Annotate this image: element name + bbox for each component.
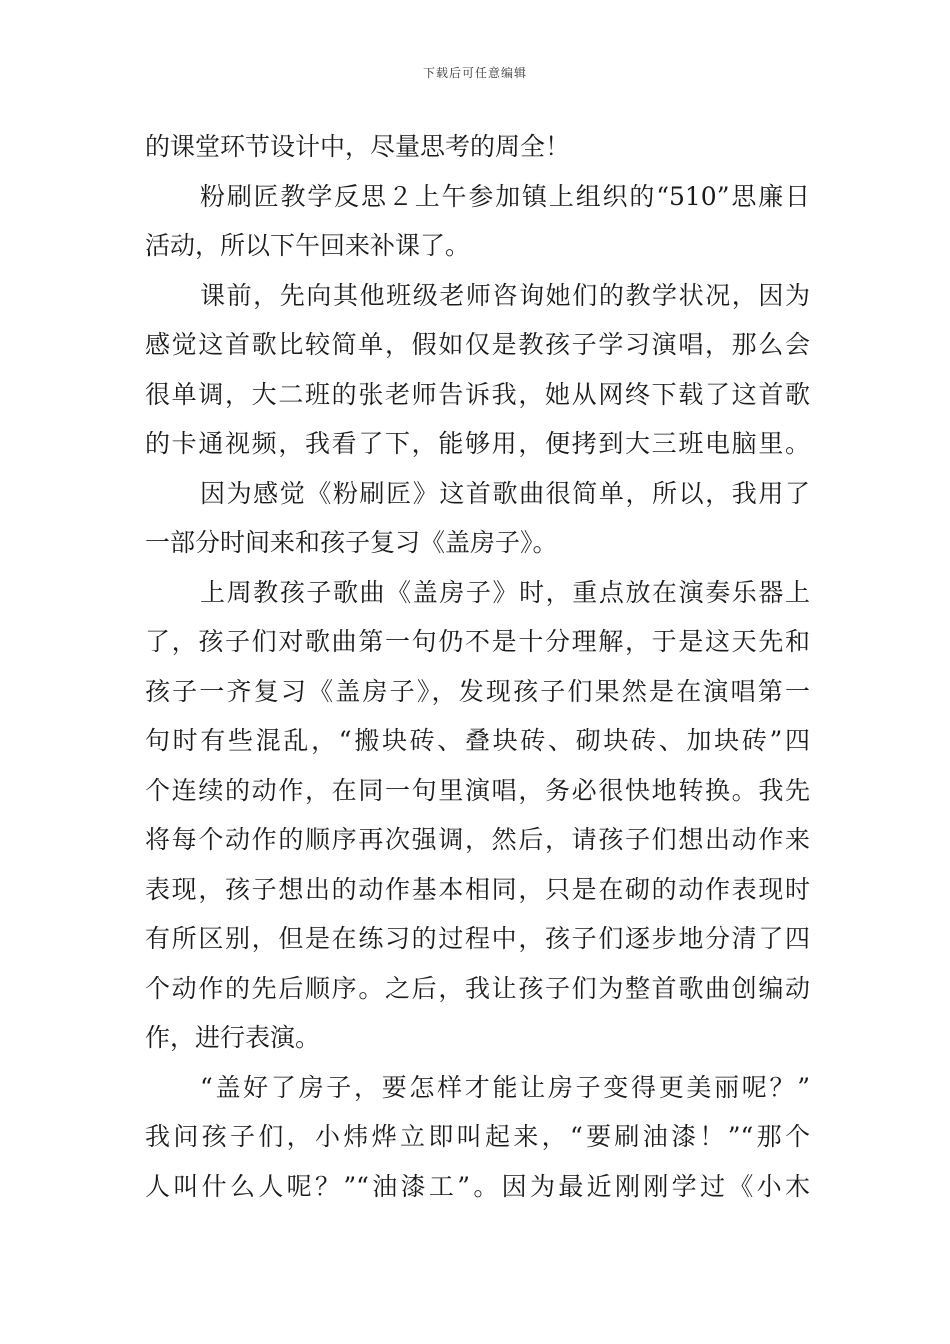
text-line: 活动，所以下午回来补课了。 bbox=[145, 231, 471, 260]
text-line: 句时有些混乱，“搬块砖、叠块砖、砌块砖、加块砖”四 bbox=[145, 726, 810, 755]
text-line: 因为感觉《粉刷匠》这首歌曲很简单，所以，我用了 bbox=[200, 478, 810, 508]
text-line: 个动作的先后顺序。之后，我让孩子们为整首歌曲创编动 bbox=[145, 973, 810, 1003]
text-line: 的卡通视频，我看了下，能够用，便拷到大三班电脑里。 bbox=[145, 429, 810, 458]
text-line: 我问孩子们，小炜烨立即叫起来，“要刷油漆！”“那个 bbox=[145, 1122, 810, 1151]
text-line: 表现，孩子想出的动作基本相同，只是在砌的动作表现时 bbox=[145, 874, 810, 904]
text-line: 感觉这首歌比较简单，假如仅是教孩子学习演唱，那么会 bbox=[145, 330, 810, 359]
text-line: 将每个动作的顺序再次强调，然后，请孩子们想出动作来 bbox=[145, 825, 810, 854]
text-line: 孩子一齐复习《盖房子》，发现孩子们果然是在演唱第一 bbox=[145, 676, 810, 706]
text-line: 有所区别，但是在练习的过程中，孩子们逐步地分清了四 bbox=[145, 924, 810, 953]
text-line: 上周教孩子歌曲《盖房子》时，重点放在演奏乐器上 bbox=[200, 577, 810, 607]
text-line: 课前，先向其他班级老师咨询她们的教学状况，因为 bbox=[200, 280, 810, 310]
text-line: “盖好了房子，要怎样才能让房子变得更美丽呢？” bbox=[200, 1072, 810, 1102]
text-line: 粉刷匠教学反思２上午参加镇上组织的“510”思廉日 bbox=[200, 181, 810, 211]
text-line: 人叫什么人呢？”“油漆工”。因为最近刚刚学过《小木 bbox=[145, 1171, 810, 1201]
text-line: 了，孩子们对歌曲第一句仍不是十分理解，于是这天先和 bbox=[145, 627, 810, 656]
text-line: 作，进行表演。 bbox=[145, 1023, 321, 1052]
document-body bbox=[145, 122, 810, 1211]
text-line: 一部分时间来和孩子复习《盖房子》。 bbox=[145, 528, 558, 557]
text-line: 很单调，大二班的张老师告诉我，她从网终下载了这首歌 bbox=[145, 379, 810, 409]
page-header: 下载后可任意编辑 bbox=[422, 66, 527, 80]
text-line: 的课堂环节设计中，尽量思考的周全！ bbox=[145, 132, 571, 161]
text-line: 个连续的动作，在同一句里演唱，务必很快地转换。我先 bbox=[145, 775, 810, 805]
